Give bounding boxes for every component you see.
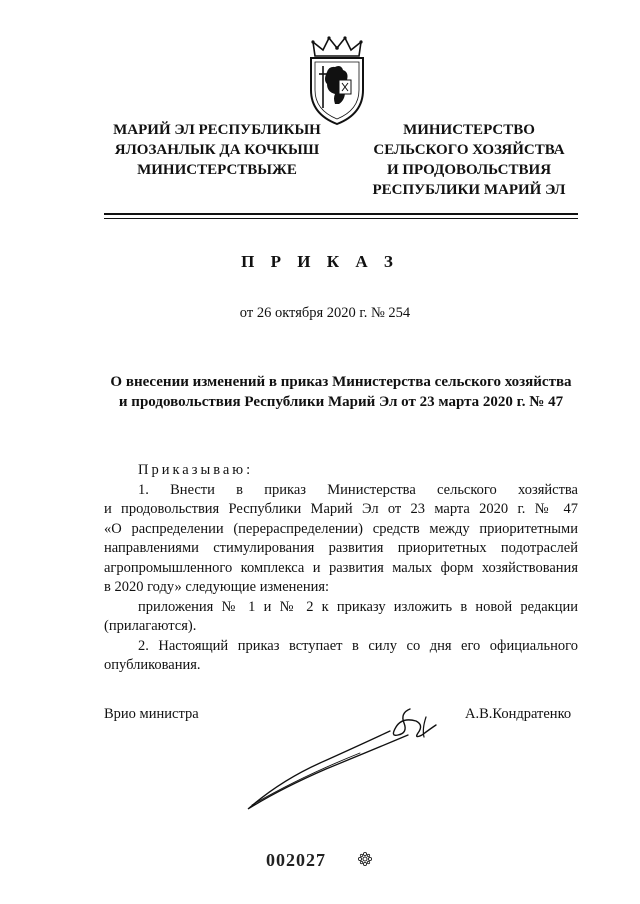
header-right-block <box>360 120 578 200</box>
paragraph-1-line: направлениями стимулирования развития приоритетных подотраслей <box>104 540 578 556</box>
header-right-line: СЕЛЬСКОГО ХОЗЯЙСТВА <box>373 142 565 158</box>
paragraph-1-line: в 2020 году» следующие изменения: <box>104 579 330 595</box>
header-left-block <box>104 120 330 180</box>
subparagraph-line: (прилагаются). <box>104 618 197 634</box>
document-type-title: П Р И К А З <box>241 252 399 271</box>
order-word: Приказываю: <box>138 462 254 478</box>
document-date-line: от 26 октября 2020 г. № 254 <box>239 305 411 321</box>
document-subject <box>104 372 578 412</box>
paragraph-1-line: агропромышленного комплекса и развития малых форм хозяйствования <box>104 559 578 576</box>
flower-ornament-icon <box>357 851 373 867</box>
header-divider-thick <box>104 213 578 215</box>
header-left-line: МИНИСТЕРСТВЫЖЕ <box>137 162 297 178</box>
paragraph-2-line: опубликования. <box>104 657 201 673</box>
header-left-line: ЯЛОЗАНЛЫК ДА КОЧКЫШ <box>114 142 320 158</box>
header-left-line: МАРИЙ ЭЛ РЕСПУБЛИКЫН <box>113 122 321 138</box>
signatory-name: А.В.Кондратенко <box>465 706 572 722</box>
subparagraph-line: приложения № 1 и № 2 к приказу изложить в новой редакции <box>138 598 578 615</box>
handwritten-signature <box>240 705 450 815</box>
document-serial-number: 002027 <box>266 850 326 870</box>
header-right-line: РЕСПУБЛИКИ МАРИЙ ЭЛ <box>372 182 566 198</box>
paragraph-1-line: 1. Внести в приказ Министерства сельского хозяйства <box>138 481 578 498</box>
subject-line: О внесении изменений в приказ Министерства сельского хозяйства <box>110 374 572 390</box>
document-body <box>104 461 578 676</box>
paragraph-2-line: 2. Настоящий приказ вступает в силу со дня его официального <box>138 637 578 654</box>
mari-el-coat-of-arms-icon <box>299 34 375 126</box>
header-divider-thin <box>104 218 578 219</box>
paragraph-1-line: «О распределении (перераспределении) средств между приоритетными <box>104 520 578 537</box>
signatory-position: Врио министра <box>104 706 199 722</box>
header-right-line: МИНИСТЕРСТВО <box>403 122 535 138</box>
header-right-line: И ПРОДОВОЛЬСТВИЯ <box>386 162 552 178</box>
paragraph-1-line: и продовольствия Республики Марий Эл от 23 марта 2020 г. № 47 <box>104 501 578 517</box>
subject-line: и продовольствия Республики Марий Эл от 23 марта 2020 г. № 47 <box>118 394 564 410</box>
